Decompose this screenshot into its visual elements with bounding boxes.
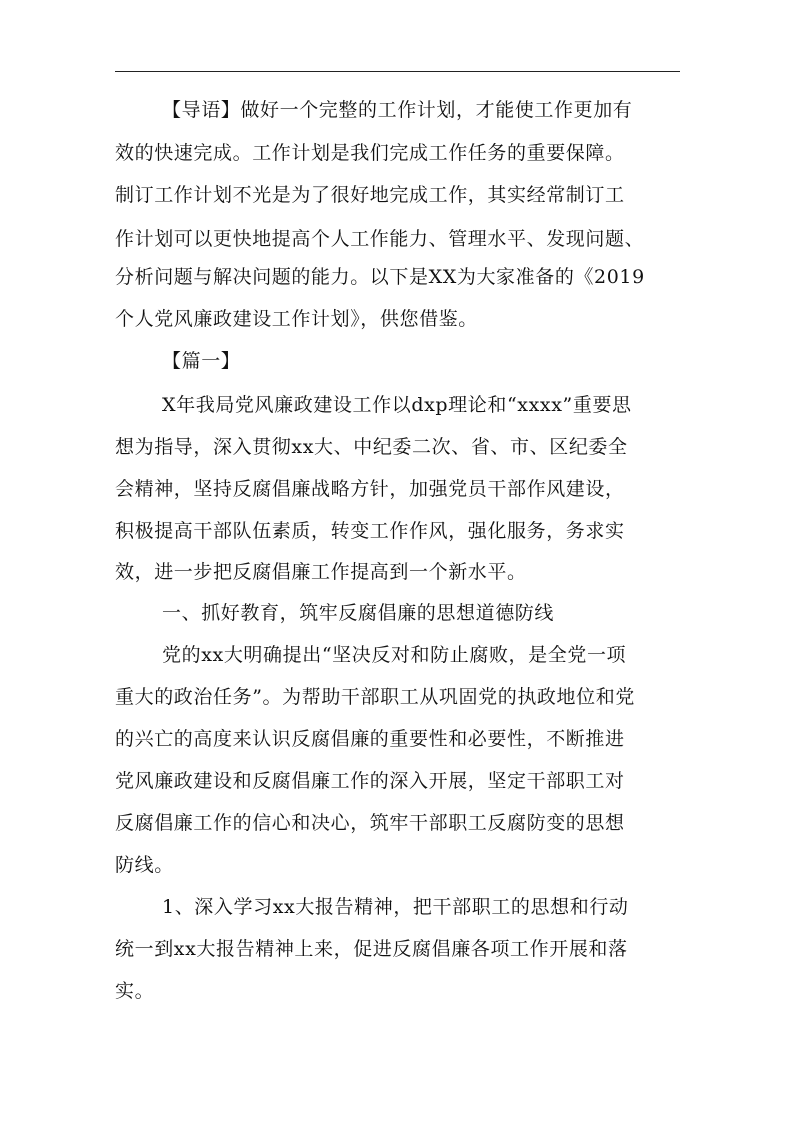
intro-line: 作计划可以更快地提高个人工作能力、管理水平、发现问题、 <box>115 228 645 250</box>
paragraph-line: 效，进一步把反腐倡廉工作提高到一个新水平。 <box>115 561 527 583</box>
paragraph-line: 实。 <box>115 980 155 1002</box>
paragraph-line: 会精神，坚持反腐倡廉战略方针，加强党员干部作风建设， <box>115 478 625 500</box>
paragraph-line: 积极提高干部队伍素质，转变工作作风，强化服务，务求实 <box>115 520 625 542</box>
intro-line: 【导语】做好一个完整的工作计划，才能使工作更加有 <box>162 99 633 121</box>
paragraph-line: X年我局党风廉政建设工作以dxp理论和“xxxx”重要思 <box>162 394 632 416</box>
paragraph-line: 党的xx大明确提出“坚决反对和防止腐败，是全党一项 <box>162 644 627 666</box>
subheading: 一、抓好教育，筑牢反腐倡廉的思想道德防线 <box>162 602 555 624</box>
paragraph-line: 想为指导，深入贯彻xx大、中纪委二次、省、市、区纪委全 <box>115 436 628 458</box>
paragraph-line: 1、深入学习xx大报告精神，把干部职工的思想和行动 <box>162 896 629 918</box>
intro-line: 效的快速完成。工作计划是我们完成工作任务的重要保障。 <box>115 142 625 164</box>
paragraph-line: 统一到xx大报告精神上来，促进反腐倡廉各项工作开展和落 <box>115 938 628 960</box>
intro-line: 制订工作计划不光是为了很好地完成工作，其实经常制订工 <box>115 184 625 206</box>
section-heading: 【篇一】 <box>162 350 241 372</box>
intro-line: 分析问题与解决问题的能力。以下是XX为大家准备的《2019 <box>115 266 645 288</box>
header-rule <box>115 71 680 72</box>
paragraph-line: 的兴亡的高度来认识反腐倡廉的重要性和必要性，不断推进 <box>115 728 625 750</box>
paragraph-line: 重大的政治任务”。为帮助干部职工从巩固党的执政地位和党 <box>115 686 635 708</box>
intro-line: 个人党风廉政建设工作计划》，供您借鉴。 <box>115 308 478 330</box>
paragraph-line: 防线。 <box>115 854 174 876</box>
paragraph-line: 党风廉政建设和反腐倡廉工作的深入开展，坚定干部职工对 <box>115 770 625 792</box>
paragraph-line: 反腐倡廉工作的信心和决心，筑牢干部职工反腐防变的思想 <box>115 812 625 834</box>
